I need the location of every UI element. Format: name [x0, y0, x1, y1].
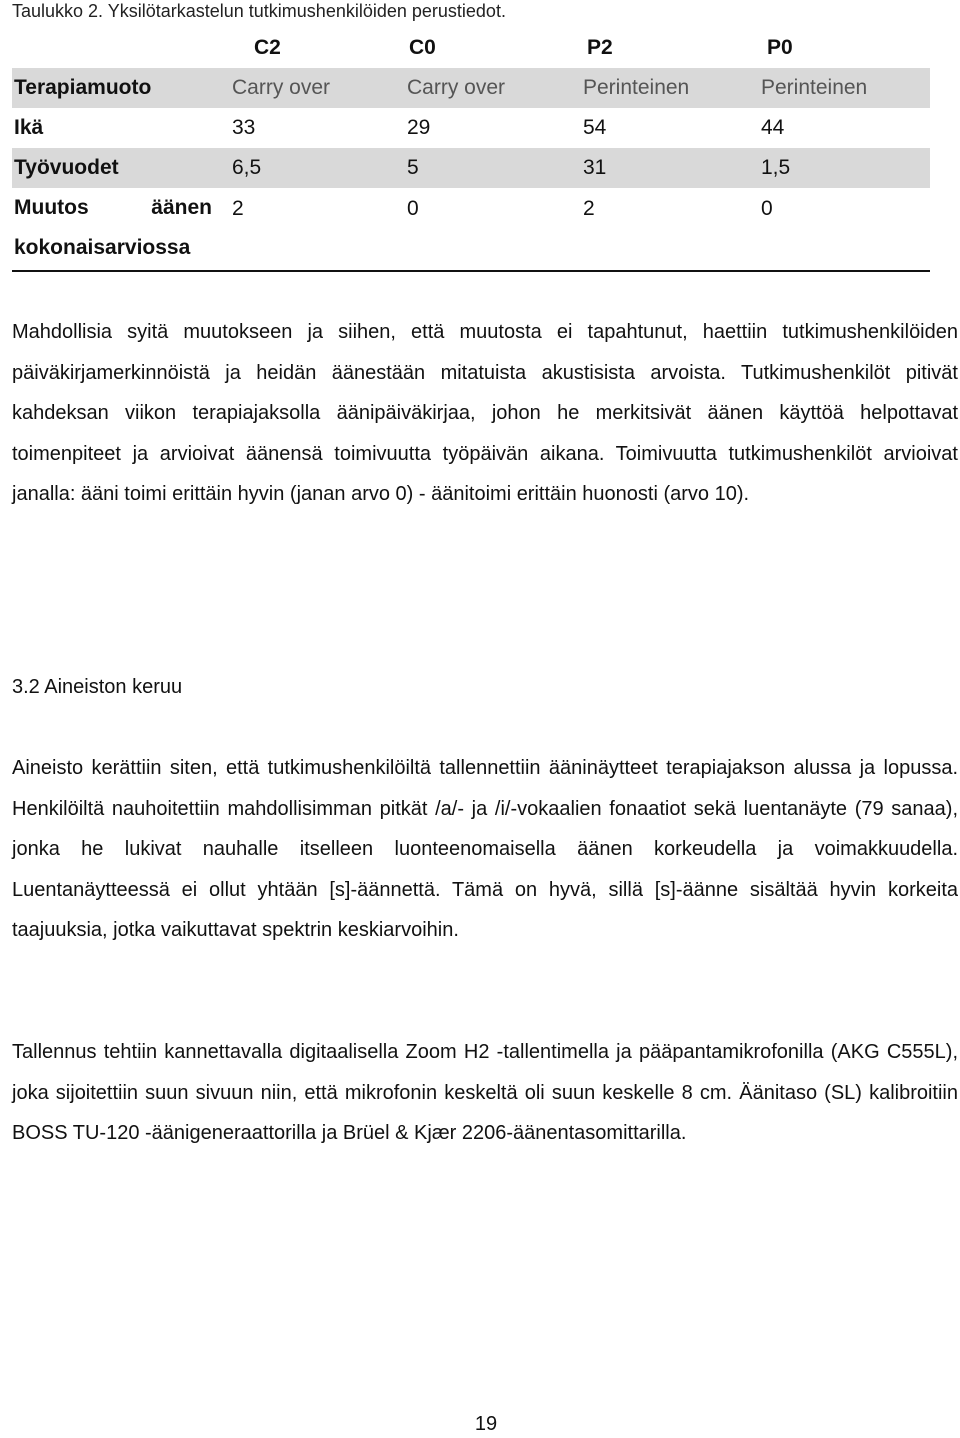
paragraph-causes: Mahdollisia syitä muutokseen ja siihen, että muutosta ei tapahtunut, haettiin tutkimushenkilöiden päiväkirjamerkinnöistä ja heidän äänestään mitatuista akustisista arvoista. Tutkimushenkilöt pitivät kahdeksan viikon terapiajaksolla äänipäiväkirjaa, johon he merkitsivät äänen käyttöä helpottavat toimenpiteet ja arvioivat äänensä toimivuutta työpäivän aikana. Toimivuutta tutkimushenkilöt arvioivat janalla: ääni toimi erittäin hyvin (janan arvo 0) - äänitoimi erittäin huonosti (arvo 10).: [12, 321, 958, 506]
data-table: [12, 28, 930, 272]
row-label-ika: Ikä: [14, 116, 44, 139]
table-row: [12, 148, 930, 188]
row-label-line2: kokonaisarviossa: [14, 236, 191, 259]
table-cell: Carry over: [407, 76, 506, 99]
row-label-terapiamuoto: Terapiamuoto: [14, 76, 152, 99]
paragraph-data-collection: Aineisto kerättiin siten, että tutkimushenkilöiltä tallennettiin ääninäytteet terapiajakson alussa ja lopussa. Henkilöiltä nauhoitettiin mahdollisimman pitkät /a/- ja /i/-vokaalien fonaatiot sekä luentanäyte (79 sanaa), jonka he lukivat nauhalle itselleen luonteenomaisella äänen korkeudella ja voimakkuudella. Luentanäytteessä ei ollut yhtään [s]-äännettä. Tämä on hyvä, sillä [s]-äänne sisältää hyvin korkeita taajuuksia, jotka vaikuttavat spektrin keskiarvoihin.: [12, 757, 958, 942]
table-row: [12, 108, 930, 148]
table-cell: 5: [407, 156, 419, 179]
table-row: [12, 68, 930, 108]
table-cell: 44: [761, 116, 785, 139]
paragraph-recording: Tallennus tehtiin kannettavalla digitaalisella Zoom H2 -tallentimella ja pääpantamikrofonilla (AKG C555L), joka sijoitettiin suun sivuun niin, että mikrofonin keskeltä oli suun keskelle 8 cm. Äänitaso (SL) kalibroitiin BOSS TU-120 -äänigeneraattorilla ja Brüel & Kjær 2206-äänentasomittarilla.: [12, 1041, 958, 1145]
header-cell-p2: P2: [587, 36, 613, 59]
table-cell: 0: [761, 197, 773, 220]
header-cell-c2: C2: [254, 36, 281, 59]
table-cell: 54: [583, 116, 607, 139]
table-cell: 6,5: [232, 156, 262, 179]
row-label-muutos: [12, 188, 232, 268]
table-cell: 2: [583, 197, 595, 220]
header-cell-p0: P0: [767, 36, 793, 59]
table-cell: Perinteinen: [761, 76, 868, 99]
header-cell-c0: C0: [409, 36, 436, 59]
table-cell: 29: [407, 116, 431, 139]
row-label-word-muutos: Muutos: [14, 196, 89, 219]
section-heading: 3.2 Aineiston keruu: [12, 676, 183, 698]
table-cell: 33: [232, 116, 256, 139]
table-cell: 0: [407, 197, 419, 220]
table-caption: Taulukko 2. Yksilötarkastelun tutkimushenkilöiden perustiedot.: [12, 1, 506, 21]
table-cell: 1,5: [761, 156, 791, 179]
row-label-line1: [14, 188, 212, 228]
table-cell: 2: [232, 197, 244, 220]
table-cell: Perinteinen: [583, 76, 690, 99]
table-header-row: [12, 28, 930, 68]
table-cell: Carry over: [232, 76, 331, 99]
table-row: [12, 188, 930, 270]
page-number: 19: [474, 1413, 498, 1435]
row-label-tyovuodet: Työvuodet: [14, 156, 119, 179]
row-label-word-aanen: äänen: [151, 196, 212, 219]
table-cell: 31: [583, 156, 607, 179]
